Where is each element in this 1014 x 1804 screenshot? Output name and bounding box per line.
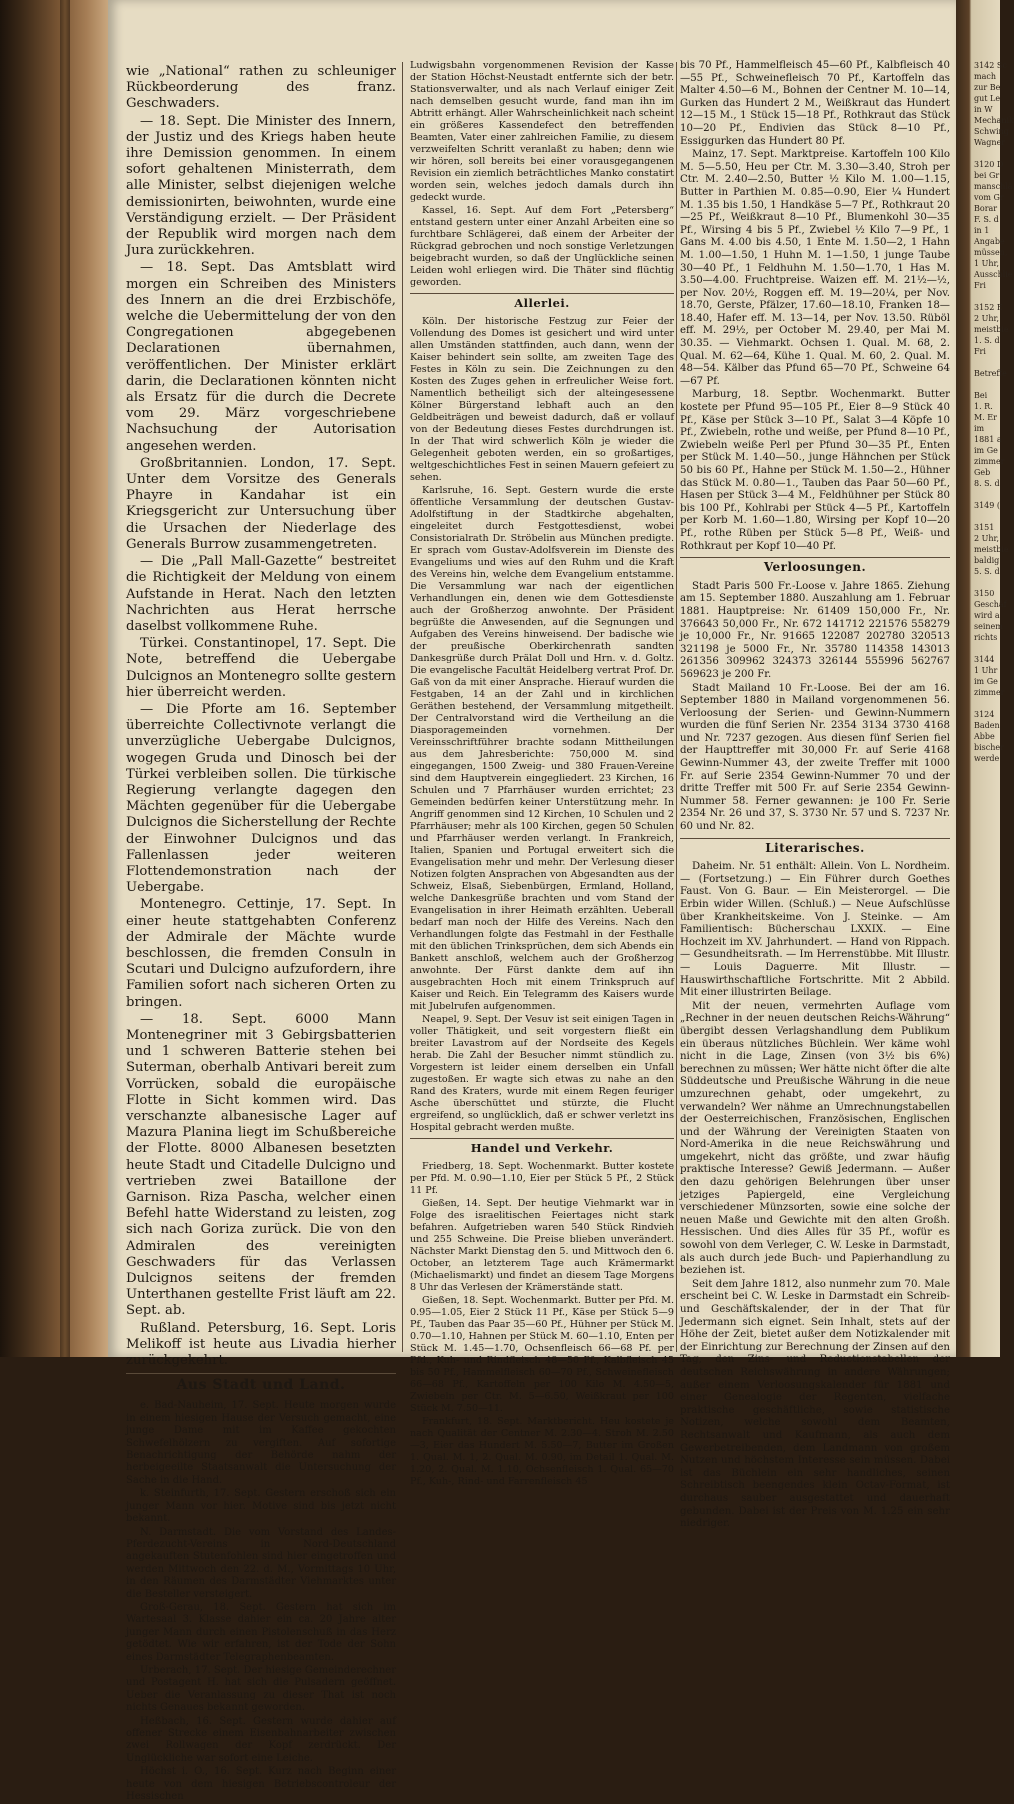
paragraph: e. Bad-Nauheim, 17. Sept. Heute morgen wurde in einem hiesigen Hause der Versuch gemacht, eine junge Dame mit im Kaffee gekochten Schwefelhölzern zu vergiften. Auf sofortige Benachrichtigung der Behörde nahm der herbeigeeilte Staatsanwalt die Untersuchung der Sache in die Hand. bbox=[126, 1400, 396, 1486]
paragraph: Höchst i. O., 16. Sept. Kurz nach Beginn einer heute von dem hiesigen Betriebscontroleur der Hessischen bbox=[126, 1766, 396, 1803]
paragraph: — 18. Sept. 6000 Mann Montenegriner mit 3 Gebirgsbatterien und 1 schweren Batterie stehen bei Suterman, oberhalb Antivari bereit zum Vorrücken, sobald die europäische Flotte in Sicht kommen wird. Das verschanzte albanesische Lager auf Mazura Planina liegt im Schußbereiche der Flotte. 8000 Albanesen besetzten heute Stadt und Citadelle Dulcigno und vertrieben zwei Bataillone der Garnison. Riza Pascha, welcher einen Befehl hatte Widerstand zu leisten, zog sich nach Goriza zurück. Die von den Admiralen des vereinigten Geschwaders für das Verlassen Dulcignos seitens der fremden Unterthanen gestellte Frist läuft am 22. Sept. ab. bbox=[126, 1011, 396, 1319]
paragraph: — 18. Sept. Die Minister des Innern, der Justiz und des Kriegs haben heute ihre Demission genommen. In einem sofort gehaltenen Ministerrath, dem alle Minister, selbst diejenigen welche demissionirten, beiwohnten, wurde eine Verständigung erzielt. — Der Präsident der Republik wird morgen nach dem Jura zurückkehren. bbox=[126, 113, 396, 259]
section-heading: Aus Stadt und Land. bbox=[126, 1373, 396, 1395]
paragraph: — 18. Sept. Das Amtsblatt wird morgen ein Schreiben des Ministers des Innern an die drei Erzbischöfe, welche die Uebermittelung der von den Congregationen abgegebenen Declarationen übernahmen, veröffentlichen. Der Minister erklärt darin, die Declarationen könnten nicht als Ersatz für die durch die Decrete vom 29. März vorgeschriebene Nachsuchung der Autorisation angesehen werden. bbox=[126, 260, 396, 454]
paragraph: Groß-Gerau, 18. Sept. Gestern hat sich im Wartesaal 3. Klasse dahier ein ca. 20 Jahre alter junger Mann durch einen Pistolenschuß in das Herz getödtet. Wie wir erfahren, ist der Tode der Sohn eines Darmstädter Telegraphenbeamten. bbox=[126, 1601, 396, 1663]
paragraph: Rußland. Petersburg, 16. Sept. Loris Melikoff ist heute aus Livadia hierher zurückgekehrt. bbox=[126, 1320, 396, 1369]
paragraph: Neapel, 9. Sept. Der Vesuv ist seit einigen Tagen in voller Thätigkeit, und seit vorgestern fließt ein breiter Lavastrom auf der Nordseite des Kegels herab. Die Zahl der Besucher nimmt stündlich zu. Vorgestern ist leider einem derselben ein Unfall zugestoßen. Er wagte sich etwas zu nahe an den Rand des Kraters, wurde mit einem Regen feuriger Asche überschüttet und stürzte, die Flucht ergreifend, so unglücklich, daß er schwer verletzt ins Hospital gebracht werden mußte. bbox=[410, 1014, 674, 1133]
paragraph: Friedberg, 18. Sept. Wochenmarkt. Butter kostete per Pfd. M. 0.90—1.10, Eier per Stück 5 Pf., 2 Stück 11 Pf. bbox=[410, 1161, 674, 1196]
section-heading: Literarisches. bbox=[680, 838, 950, 857]
paragraph: Urberach, 17. Sept. Der hiesige Gemeinderechner und Postagent H. hat sich die Pulsadern geöffnet. Ueber die Veranlassung zu dieser That ist noch nichts Genaues bekannt geworden. bbox=[126, 1664, 396, 1714]
paragraph: Heßbach, 16. Sept. Gestern wurde dahier auf offener Strecke einem Eisenbahnarbeiter zwischen zwei Rollwagen der Kopf zerdrückt. Der Unglückliche war sofort eine Leiche. bbox=[126, 1715, 396, 1764]
paragraph: Köln. Der historische Festzug zur Feier der Vollendung des Domes ist gesichert und wird unter allen Umständen stattfinden, auch dann, wenn der Kaiser behindert sein sollte, am zweiten Tage des Festes in Köln zu sein. Die Zeichnungen zu den Kosten des Zuges gehen in erfreulicher Weise fort. Namentlich betheiligt sich der alteingesessene Kölner Bürgerstand lebhaft auch an den Geldbeiträgen und beweist dadurch, daß er vollauf von der Bedeutung dieses Festes durchdrungen ist. In der That wird schwerlich Köln je wieder die Gelegenheit geboten werden, ein so großartiges, weltgeschichtliches Fest in seinen Mauern gefeiert zu sehen. bbox=[410, 316, 674, 483]
paragraph: N. Darmstadt. Die vom Vorstand des Landes-Pferdezucht-Vereins in Nord-Deutschland angekauften Stutenfohlen sind hier eingetroffen und werden Mittwoch den 22. d. M., Vormittags 10 Uhr, in den Räumen des Darmstädter Viehmarktes unter die Besteller versteigert. bbox=[126, 1526, 396, 1600]
adjacent-page-text: 3142 Sc mach zur Be gut Le in W Mechanik Schwing Wagner 3120 D bei Gr manschlä vom Gr Borar F. S. d in 1 Angabe müssen, 1 Uhr, Ausschlie Fri 3152 E 2 Uhr, meistbie 1. S. d Fri Betreffe Bei 1. R. M. Er im 1881 a im Ge zimmer Geb 8. S. d 3149 ( 3151 2 Uhr, meistbie baldig 5. S. d 3150 Geschäf wird a seinem richts 3144 1 Uhr im Ge zimmer 3124 Baden Abbe bischer werde bbox=[974, 61, 1014, 763]
paragraph: wie „National“ rathen zu schleuniger Rückbeorderung des franz. Geschwaders. bbox=[126, 64, 396, 112]
adjacent-page-edge bbox=[956, 0, 1014, 1357]
newspaper-page bbox=[108, 0, 956, 1803]
column-middle bbox=[410, 60, 674, 1489]
column-rule-right bbox=[676, 62, 677, 1352]
paragraph: k. Steinfurth, 17. Sept. Gestern erschoß sich ein junger Mann vor hier. Motive sind bis jetzt nicht bekannt. bbox=[126, 1488, 396, 1525]
column-left bbox=[126, 64, 396, 1804]
paragraph: Karlsruhe, 16. Sept. Gestern wurde die erste öffentliche Versammlung der deutschen Gustav-Adolfstiftung in der Stadtkirche abgehalten, eingeleitet durch Festgottesdienst, wobei Consistorialrath Dr. Ströbelin aus München predigte. Er sprach vom Gustav-Adolfsverein im Dienste des Evangeliums und wies auf den Ruhm und die Kraft des Vereins hin, welche dem Evangelium entstamme. Die Versammlung war nach der eigentlichen Verhandlungen ein, denen wie dem Gottesdienste auch der Großherzog anwohnte. Der Präsident begrüßte die Anwesenden, auf die Segnungen und Aufgaben des Vereins hinweisend. Der badische wie der preußische Oberkirchenrath sandten Dankesgrüße durch Prälat Doll und Hrn. v. d. Goltz. Die evangelische Facultät Heidelberg vertrat Prof. Dr. Gaß von da mit einer Ansprache. Hierauf wurden die Festgaben, 14 an der Zahl und in kirchlichen Geräthen bestehend, der Versammlung mitgetheilt. Der Centralvorstand wird die Vertheilung an die Diasporagemeinden vornehmen. Der Vereinsschriftführer brachte sodann Mittheilungen aus dem Jahresberichte: 750,000 M. sind eingegangen, 1500 Zweig- und 380 Frauen-Vereine sind dem Hauptverein eingegliedert. 23 Kirchen, 16 Schulen und 7 Pfarrhäuser wurden errichtet; 23 Gemeinden bedürfen keiner Unterstützung mehr. In Angriff genommen sind 12 Kirchen, 10 Schulen und 2 Pfarrhäuser; mehr als 100 Kirchen, gegen 50 Schulen und Pfarrhäuser werden verlangt. In Frankreich, Italien, Spanien und Portugal erweitert sich die Evangelisation mehr und mehr. Der Verlesung dieser Notizen folgten Ansprachen von Abgesandten aus der Schweiz, Elsaß, Siebenbürgen, Ermland, Holland, welche Dankesgrüße brachten und vom Stand der Evangelisation in ihrer Heimath erzählten. Ueberall bedarf man noch der Hilfe des Vereins. Nach den Verhandlungen folgte das Festmahl in der Festhalle mit den üblichen Trinksprüchen, dem sich Abends ein Bankett anschloß, welchem auch der Großherzog anwohnte. Der Fürst dankte dem auf ihn ausgebrachten Hoch mit einem Trinkspruch auf Kaiser und Reich. Ein Telegramm des Kaisers wurde mit Jubelrufen aufgenommen. bbox=[410, 485, 674, 1012]
section-heading: Allerlei. bbox=[410, 293, 674, 311]
paragraph: Daheim. Nr. 51 enthält: Allein. Von L. Nordheim. — (Fortsetzung.) — Ein Führer durch Goethes Faust. Von G. Baur. — Ein Meisterorgel. — Die Erbin wider Willen. (Schluß.) — Neue Aufschlüsse über Krankheitskeime. Von J. Steinke. — Am Familientisch: Bücherschau LXXIX. — Eine Hochzeit im XV. Jahrhundert. — Hand von Rippach. — Gesundheitsrath. — Im Herrenstübbe. Mit Illustr. — Louis Daguerre. Mit Illustr. — Hauswirthschaftliche Fortschritte. Mit 2 Abbild. Mit einer illustrirten Beilage. bbox=[680, 861, 950, 999]
paragraph: Kassel, 16. Sept. Auf dem Fort „Petersberg“ entstand gestern unter einer Anzahl Arbeiten eine so furchtbare Schlägerei, daß einem der Arbeiter der Rückgrad gebrochen und noch sonstige Verletzungen beigebracht wurden, so daß der Unglückliche seinen Leiden wohl erliegen wird. Die Thäter sind flüchtig geworden. bbox=[410, 205, 674, 288]
paragraph: Stadt Paris 500 Fr.-Loose v. Jahre 1865. Ziehung am 15. September 1880. Auszahlung am 1. Februar 1881. Hauptpreise: Nr. 61409 150,000 Fr., Nr. 376643 50,000 Fr., Nr. 672 141712 221576 558279 je 10,000 Fr., Nr. 91665 122087 202780 320513 321198 je 5000 Fr., Nr. 35780 114358 143013 261356 309962 324373 326144 555996 562767 569623 je 200 Fr. bbox=[680, 580, 950, 680]
paragraph: Frankfurt, 18. Sept. Marktbericht. Heu kostete je nach Qualität der Centner M. 2.30—4. Stroh M. 2.50—3, Eier das Hundert M. 5.50—7, Butter im Großen 1. Qual. M. 1, 2. Qual. M. 0.90, im Detail 1. Qual. M. 1.20, 2. Qual. M. 1.10, Ochsenfleisch 1. Qual. 65—70 Pf., Kuh-, Rind- und Farrenfleisch 45 bbox=[410, 1416, 674, 1487]
paragraph: Marburg, 18. Septbr. Wochenmarkt. Butter kostete per Pfund 95—105 Pf., Eier 8—9 Stück 40 Pf., Käse per Stück 3—10 Pf., Salat 3—4 Köpfe 10 Pf., Zwiebeln, rothe und weiße, per Pfund 8—10 Pf., Zwiebeln weiße Perl per Pfund 30—35 Pf., Enten per Stück M. 1.40—50., junge Hähnchen per Stück 50 bis 60 Pf., Hahne per Stück M. 1.50—2., Hühner das Stück M. 0.80—1., Tauben das Paar 50—60 Pf., Hasen per Stück 3—4 M., Feldhühner per Stück 80 bis 100 Pf., Kohlrabi per Stück 4—5 Pf., Kartoffeln per Korb M. 1.60—1.80, Wirsing per Kopf 10—20 Pf., rothe Rüben per Stück 5—8 Pf., Weiß- und Rothkraut per Kopf 10—40 Pf. bbox=[680, 389, 950, 552]
paragraph: Mit der neuen, vermehrten Auflage vom „Rechner in der neuen deutschen Reichs-Währung“ übergibt dessen Verlagshandlung dem Publikum ein überaus nützliches Büchlein. Wer käme wohl nicht in die Lage, Zinsen (von 3½ bis 6%) berechnen zu müssen; Wer hätte nicht öfter die alte Süddeutsche und Preußische Währung in die neue umzurechnen gehabt, oder umgekehrt, zu verwandeln? Wer nähme an Umrechnungstabellen der Oesterreichischen, Französischen, Englischen und der Währung der Vereinigten Staaten von Nord-Amerika in die neue Reichswährung und umgekehrt, nicht das größte, und zwar häufig praktische Interesse? Gewiß Jedermann. — Außer den dazu gehörigen Belehrungen über unser jetziges Papiergeld, eine Vergleichung verschiedener Münzsorten, sowie eine solche der neuen Maße und Gewichte mit den alten Großh. Hessischen. Und dies Alles für 35 Pf., wofür es sowohl von dem Verleger, C. W. Leske in Darmstadt, als auch durch jede Buch- und Papierhandlung zu beziehen ist. bbox=[680, 1000, 950, 1277]
paragraph: Seit dem Jahre 1812, also nunmehr zum 70. Male erscheint bei C. W. Leske in Darmstadt ein Schreib- und Geschäftskalender, der in der That für Jedermann sich eignet. Sein Inhalt, stets auf der Höhe der Zeit, bietet außer dem Notizkalender mit der Einrichtung zur Berechnung der Zinsen auf den Tag, den Zins- und Reductionstabellen der deutschen Reichswährung in andere Währungen; außer einem Verloosungskalender für 1881 und einer Genealogie der Regenten, vielfache praktische geschäftliche, sowie statistische Notizen, welche sowohl dem Beamten, Rechtsanwalt und Kaufmann, als auch dem Gewerbetreibenden, dem Landmann von großem Nutzen und höchstem Interesse sein müssen. Dabei ist das Büchlein ein sehr handliches, seinen Schreibtisch beengendes klein Octav-Format, ist durchaus sauber ausgestattet und dauerhaft gebunden. Dabei ist der Preis von M. 1.25 ein sehr niedriger. bbox=[680, 1278, 950, 1530]
paragraph: Mainz, 17. Sept. Marktpreise. Kartoffeln 100 Kilo M. 5—5.50, Heu per Ctr. M. 3.30—3.40, Stroh per Ctr. M. 2.40—2.50, Butter ½ Kilo M. 1.00—1.15, Butter in Parthien M. 0.85—0.90, Eier ¼ Hundert M. 1.35 bis 1.50, 1 Handkäse 5—7 Pf., Rothkraut 20—25 Pf., Weißkraut 8—10 Pf., Blumenkohl 30—35 Pf., Wirsing 4 bis 5 Pf., Zwiebel ½ Kilo 7—9 Pf., 1 Gans M. 4.00 bis 4.50, 1 Ente M. 1.50—2, 1 Hahn M. 1.00—1.50, 1 Huhn M. 1—1.50, 1 junge Taube 30—40 Pf., 1 Feldhuhn M. 1.50—1.70, 1 Has M. 3.50—4.00. Fruchtpreise. Waizen eff. M. 21½—½, per Nov. 20½, Roggen eff. M. 19—20¼, per Nov. 18.70, Gerste, Pfälzer, 17.60—18.10, Franken 18—18.40, Hafer eff. M. 13—14, per Nov. 13.50. Rüböl eff. M. 29½, per October M. 29.40, per Mai M. 30.35. — Viehmarkt. Ochsen 1. Qual. M. 68, 2. Qual. M. 62—64, Kühe 1. Qual. M. 60, 2. Qual. M. 48—54. Kälber das Pfund 65—70 Pf., Schweine 64—67 Pf. bbox=[680, 149, 950, 387]
paragraph: Gießen, 18. Sept. Wochenmarkt. Butter per Pfd. M. 0.95—1.05, Eier 2 Stück 11 Pf., Käse per Stück 5—9 Pf., Tauben das Paar 35—60 Pf., Hühner per Stück M. 0.70—1.10, Hahnen per Stück M. 60—1.10, Enten per Stück M. 1.45—1.70, Ochsenfleisch 66—68 Pf. per Pfd., Kuh- und Rindfleisch 48—50 Pf., Kalbfleisch 45 bis 50 Pf., Hammelfleisch 60—70 Pf., Schweinefleisch 66—68 Pf., Kartoffeln per 100 Kilo M. 4.50—5, Zwiebeln per Ctr. M. 5—6.50, Weißkraut per 100 Stück M. 7.50—11. bbox=[410, 1295, 674, 1414]
binding-band bbox=[60, 0, 70, 1357]
section-heading: Handel und Verkehr. bbox=[410, 1138, 674, 1156]
paragraph: Montenegro. Cettinje, 17. Sept. In einer heute stattgehabten Conferenz der Admirale der Mächte wurde beschlossen, die fremden Consuln in Scutari und Dulcigno aufzufordern, ihre Familien sofort nach sicheren Orten zu bringen. bbox=[126, 897, 396, 1010]
paragraph: Großbritannien. London, 17. Sept. Unter dem Vorsitze des Generals Phayre in Kandahar ist ein Kriegsgericht zur Untersuchung über die Ursachen der Niederlage des Generals Burrow zusammengetreten. bbox=[126, 455, 396, 552]
paragraph: Türkei. Constantinopel, 17. Sept. Die Note, betreffend die Uebergabe Dulcignos an Montenegro sollte gestern hier überreicht werden. bbox=[126, 636, 396, 700]
paragraph: bis 70 Pf., Hammelfleisch 45—60 Pf., Kalbfleisch 40—55 Pf., Schweinefleisch 70 Pf., Kartoffeln das Malter 4.50—6 M., Bohnen der Centner M. 10—14, Gurken das Hundert 2 M., Weißkraut das Hundert 12—15 M., 1 Stück 15—18 Pf., Rothkraut das Stück 10—20 Pf., Endivien das Stück 8—10 Pf., Essiggurken das Hundert 80 Pf. bbox=[680, 60, 950, 147]
book-binding bbox=[0, 0, 108, 1357]
paragraph: Stadt Mailand 10 Fr.-Loose. Bei der am 16. September 1880 in Mailand vorgenommenen 56. Verloosung der Serien- und Gewinn-Nummern wurden die fünf Serien Nr. 2354 3134 3730 4168 und Nr. 7237 gezogen. Aus diesen fünf Serien fiel der Haupttreffer mit 30,000 Fr. auf Serie 4168 Gewinn-Nummer 43, der zweite Treffer mit 1000 Fr. auf Serie 2354 Gewinn-Nummer 70 und der dritte Treffer mit 500 Fr. auf Serie 2354 Gewinn-Nummer 58. Ferner gewannen: je 100 Fr. Serie 2354 Nr. 26 und 37, S. 3730 Nr. 57 und S. 7237 Nr. 60 und Nr. 82. bbox=[680, 682, 950, 833]
paragraph: — Die „Pall Mall-Gazette“ bestreitet die Richtigkeit der Meldung von einem Aufstande in Herat. Nach den letzten Nachrichten aus Herat herrsche daselbst vollkommene Ruhe. bbox=[126, 554, 396, 634]
column-right bbox=[680, 60, 950, 1532]
paragraph: Ludwigsbahn vorgenommenen Revision der Kasse der Station Höchst-Neustadt entfernte sich der betr. Stationsverwalter, und als nach Verlauf einiger Zeit nach demselben gesucht wurde, fand man ihn im Abtritt erhängt. Aller Wahrscheinlichkeit nach scheint ein größeres Kassendefect den betreffenden Beamten, Vater einer zahlreichen Familie, zu diesem verzweifelten Schritt veranlaßt zu haben; denn wie wir hören, soll bereits bei einer vorausgegangenen Revision ein ziemlich beträchtliches Manko constatirt worden sein, welches jedoch damals durch ihn gedeckt wurde. bbox=[410, 60, 674, 203]
paragraph: Gießen, 14. Sept. Der heutige Viehmarkt war in Folge des israelitischen Feiertages nicht stark befahren. Aufgetrieben waren 540 Stück Rindvieh und 255 Schweine. Die Preise blieben unverändert. Nächster Markt Dienstag den 5. und Mittwoch den 6. October, an letzterem Tage auch Krämermarkt (Michaelismarkt) und findet an diesem Tage Morgens 8 Uhr das Verlesen der Krämerstände statt. bbox=[410, 1198, 674, 1293]
paragraph: — Die Pforte am 16. September überreichte Collectivnote verlangt die unverzügliche Uebergabe Dulcignos, wogegen Gruda und Dinosch bei der Türkei verbleiben sollen. Die türkische Regierung verlangte dagegen den Mächten gegenüber für die Uebergabe Dulcignos die Sicherstellung der Rechte der Einwohner Dulcignos und das Fallenlassen jeder weiteren Flottendemonstration nach der Uebergabe. bbox=[126, 701, 397, 896]
section-heading: Verloosungen. bbox=[680, 557, 950, 576]
column-rule-left bbox=[402, 62, 403, 1352]
